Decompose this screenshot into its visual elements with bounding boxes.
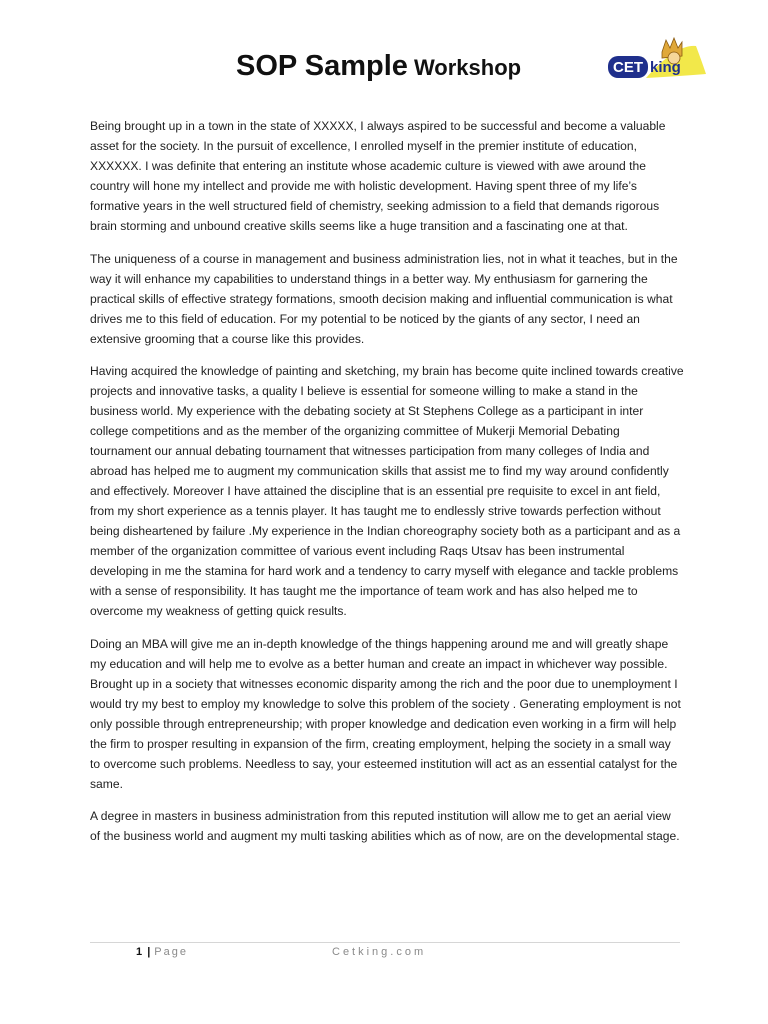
logo-text-right: king (650, 59, 681, 76)
title-main: SOP Sample (236, 50, 408, 82)
paragraph: Having acquired the knowledge of painting and sketching, my brain has become quite inclined towards creative projects and innovative tasks, a quality I believe is essential for someone willing to make a stand in the business world. My experience with the debating society at St Stephens College as a participant in inter college competitions and as the member of the organizing committee of Mukerji Memorial Debating tournament our annual debating tournament that witnesses participation from many colleges of India and abroad has helped me to augment my communication skills that assist me to find my way around confidently and effectively. Moreover I have attained the discipline that is an essential pre requisite to excel in ant field, from my short experience as a tennis player. It has taught me to endlessly strive towards perfection without being disheartened by failure .My experience in the Indian choreography society both as a participant and as a member of the organization committee of various event including Raqs Utsav has been instrumental developing in me the stamina for hard work and a tendency to carry myself with elegance and tackle problems with a sense of responsibility. It has taught me the importance of team work and has also helped me to overcome my weakness of getting quick results. (90, 364, 684, 618)
footer-divider (90, 942, 680, 943)
document-body (90, 116, 684, 859)
cetking-logo-icon (606, 36, 710, 86)
title-sub: Workshop (413, 55, 522, 80)
logo-text-left: CET (613, 59, 643, 76)
page-title (236, 50, 521, 83)
paragraph: Doing an MBA will give me an in-depth knowledge of the things happening around me and will greatly shape my education and will help me to evolve as a better human and create an impact in whichever way possible. Brought up in a society that witnesses economic disparity among the rich and the poor due to unemployment I would try my best to employ my knowledge to solve this problem of the society . Generating employment is not only possible through entrepreneurship; with proper knowledge and dedication even working in a firm will help the firm to prosper resulting in expansion of the firm, creating employment, helping the society in a small way to overcome such problems. Needless to say, your esteemed institution will act as an essential catalyst for the same. (90, 636, 681, 791)
paragraph: A degree in masters in business administration from this reputed institution will allow me to get an aerial view of the business world and augment my multi tasking abilities which as of now, are on the developmental stage. (90, 809, 680, 843)
footer-separator: | (147, 946, 151, 958)
paragraph: Being brought up in a town in the state of XXXXX, I always aspired to be successful and become a valuable asset for the society. In the pursuit of excellence, I enrolled myself in the premier institute of education, XXXXXX. I was definite that entering an institute whose academic culture is viewed with awe around the country will hone my intellect and provide me with holistic development. Having spent three of my life’s formative years in the well structured field of chemistry, seeking admission to a field that demands rigorous brain storming and unbound creative skills seems like a huge transition and a fascinating one at that. (90, 119, 666, 233)
footer-site: Cetking.com (332, 946, 427, 958)
paragraph: The uniqueness of a course in management and business administration lies, not in what it teaches, but in the way it will enhance my capabilities to understand things in a better way. My enthusiasm for garnering the practical skills of effective strategy formations, smooth decision making and influential communication is what drives me to this field of education. For my potential to be noticed by the giants of any sector, I need an extensive grooming that a course like this provides. (90, 251, 678, 346)
page-label: Page (154, 946, 188, 958)
page-footer (136, 946, 427, 958)
page-header (0, 46, 768, 96)
page-number: 1 (136, 946, 143, 958)
